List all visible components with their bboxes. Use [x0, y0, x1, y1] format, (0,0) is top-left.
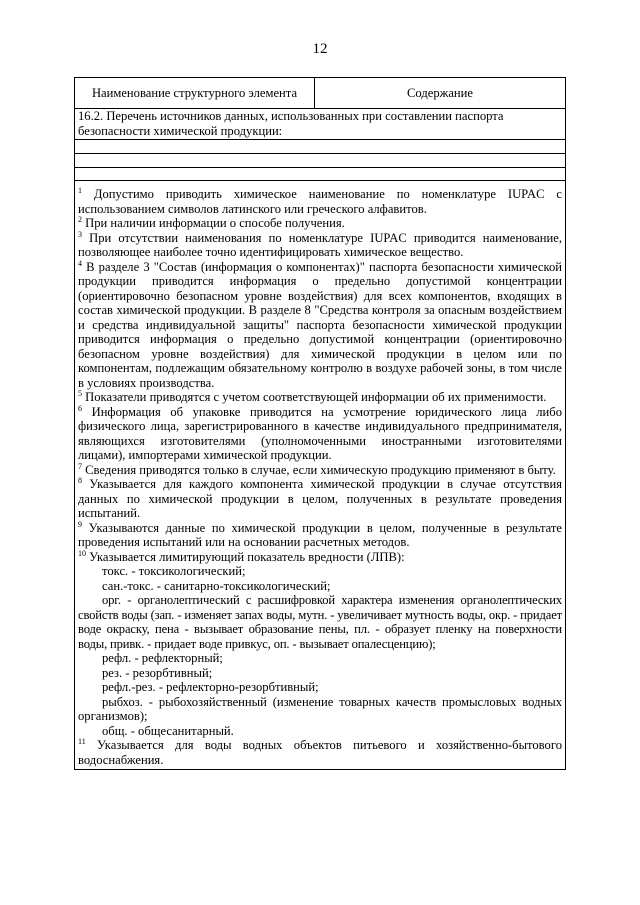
footnote-10: $^{10}$ Указывается лимитирующий показатель вредности (ЛПВ): — [78, 548, 405, 564]
lpv-item-toks: токс. - токсикологический; — [102, 564, 246, 578]
table-header-row — [75, 78, 566, 109]
footnote-1: $^1$ Допустимо приводить химическое наименование по номенклатуре IUPAC с использованием символов латинского или греческого алфавитов. — [78, 185, 563, 216]
empty-row-2 — [75, 154, 566, 168]
empty-row-3 — [75, 168, 566, 181]
page-number: 12 — [312, 41, 328, 57]
footnote-4: $^4$ В разделе 3 "Состав (информация о компонентах)" паспорта безопасности химической продукции приводится информация о предельно допустимой концентрации (ориентировочно безопасном уровне воздействия) для всех компонентов, входящих в состав химической продукции. В разделе 8 "Средства контроля за опасным воздействием и средства индивидуальной защиты" паспорта безопасности химической продукции приводится информация о предельно допустимой концентрации (ориентировочно безопасном уровне воздействия) для химической продукции в целом или по компонентам, подлежащим обязательному контролю в воздухе рабочей зоны, в том числе в условиях производства. — [78, 258, 562, 390]
footnote-2: $^2$ При наличии информации о способе получения. — [78, 214, 345, 230]
lpv-item-rybhoz: рыбхоз. - рыбохозяйственный (изменение товарных качеств промысловых водных организмов); — [78, 694, 562, 723]
footnote-8: $^8$ Указывается для каждого компонента химической продукции в случае отсутствия данных по химической продукции в целом, полученных в результате проведения испытаний. — [78, 475, 562, 520]
empty-row-1 — [75, 140, 566, 154]
lpv-item-san-toks: сан.-токс. - санитарно-токсикологический; — [102, 578, 331, 593]
section-16-2-title: 16.2. Перечень источников данных, использованных при составлении паспорта безопасности химической продукции: — [75, 109, 566, 140]
header-structural-element: Наименование структурного элемента — [75, 78, 315, 109]
lpv-item-org: орг. - органолептический с расшифровкой характера изменения органолептических свойств воды (зап. - изменяет запах воды, мутн. - увеличивает мутность воды, окр. - придает воде окраску, пена - вызывает образование пены, пл. - образует пленку на поверхности воды, привк. - придает воде привкус, оп. - вызывает опалесценцию); — [78, 593, 562, 651]
footnote-9: $^9$ Указываются данные по химической продукции в целом, полученные в результате проведения испытаний или на основании расчетных методов. — [78, 519, 563, 549]
lpv-item-obsch: общ. - общесанитарный. — [102, 723, 234, 738]
passport-table — [74, 77, 566, 770]
footnotes-cell — [75, 181, 566, 770]
footnote-6: $^6$ Информация об упаковке приводится на усмотрение юридического лица либо физического лица, зарегистрированного в качестве индивидуального предпринимателя, являющихся изготовителями (уполномоченными иностранными изготовителями лицами), импортерами химической продукции. — [78, 403, 562, 462]
header-content: Содержание — [315, 78, 566, 109]
footnote-7: $^7$ Сведения приводятся только в случае, если химическую продукцию применяют в быту. — [78, 461, 556, 477]
lpv-item-refl: рефл. - рефлекторный; — [102, 651, 223, 665]
lpv-item-rez: рез. - резорбтивный; — [102, 665, 213, 680]
footnote-11: $^{11}$ Указывается для воды водных объектов питьевого и хозяйственно-бытового водоснабжения. — [78, 736, 562, 767]
footnotes-row — [75, 181, 566, 770]
lpv-item-refl-rez: рефл.-рез. - рефлекторно-резорбтивный; — [102, 680, 319, 694]
section-16-2-row — [75, 109, 566, 140]
footnote-3: $^3$ При отсутствии наименования по номенклатуре IUPAC приводится наименование, позволяющее наиболее точно идентифицировать химическое вещество. — [78, 229, 563, 259]
footnote-5: $^5$ Показатели приводятся с учетом соответствующей информации об их применимости. — [78, 388, 547, 404]
